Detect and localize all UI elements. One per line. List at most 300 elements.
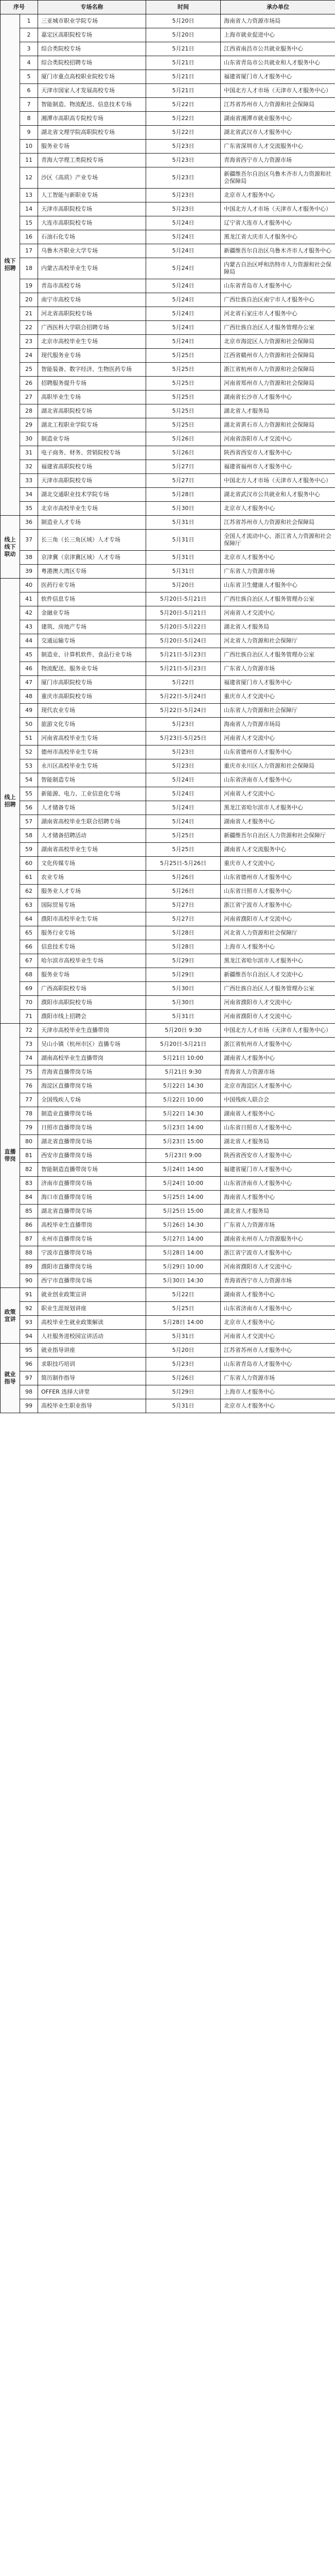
row-number: 41 — [20, 592, 38, 606]
organizer: 湖南省人才服务中心 — [221, 1052, 335, 1065]
table-row — [1, 216, 335, 230]
event-name: 湖南高校毕业生直播带岗 — [38, 1052, 146, 1065]
organizer: 中国北方人才市场（天津市人才服务中心） — [221, 474, 335, 488]
row-number: 35 — [20, 502, 38, 516]
row-number: 71 — [20, 1010, 38, 1024]
event-name: 新能源、电力、工业信息化专场 — [38, 787, 146, 801]
organizer: 广东省人力资源市场 — [221, 662, 335, 676]
organizer: 山东省日照市人才服务中心 — [221, 885, 335, 899]
table-row — [1, 530, 335, 551]
event-time: 5月22日-5月24日 — [146, 704, 221, 718]
table-row — [1, 230, 335, 244]
row-number: 32 — [20, 460, 38, 474]
event-name: 软件信息专场 — [38, 592, 146, 606]
organizer: 湖北省人才服务局 — [221, 1205, 335, 1218]
table-row — [1, 690, 335, 704]
event-name: 综合类院校专场 — [38, 42, 146, 56]
table-row — [1, 1399, 335, 1413]
event-name: 西宁市直播带岗专场 — [38, 1274, 146, 1288]
event-name: 宁波市直播带岗专场 — [38, 1246, 146, 1260]
table-row — [1, 418, 335, 432]
row-number: 16 — [20, 230, 38, 244]
row-number: 51 — [20, 732, 38, 745]
table-row — [1, 1107, 335, 1121]
table-row — [1, 996, 335, 1010]
event-name: 人才储备专场 — [38, 801, 146, 815]
event-time: 5月24日 — [146, 279, 221, 293]
table-row — [1, 829, 335, 843]
table-row — [1, 982, 335, 996]
row-number: 53 — [20, 759, 38, 773]
event-time: 5月21日 10:00 — [146, 1052, 221, 1065]
event-name: 海淀区直播带岗专场 — [38, 1079, 146, 1093]
event-time: 5月29日 10:00 — [146, 1260, 221, 1274]
organizer: 黑龙江省大庆市人才服务中心 — [221, 230, 335, 244]
organizer: 湖北省武汉市人才服务中心 — [221, 126, 335, 140]
table-row — [1, 391, 335, 404]
event-name: 交通运输专场 — [38, 634, 146, 648]
event-name: 高校毕业生直播带岗 — [38, 1218, 146, 1232]
row-number: 26 — [20, 377, 38, 391]
table-row — [1, 258, 335, 279]
organizer: 湖北省人才服务局 — [221, 1135, 335, 1149]
event-name: 农业专场 — [38, 871, 146, 885]
organizer: 河南省人才交流中心 — [221, 787, 335, 801]
row-number: 87 — [20, 1232, 38, 1246]
row-number: 22 — [20, 321, 38, 335]
event-name: 广西医科大学联合招聘专场 — [38, 321, 146, 335]
event-time: 5月25日 15:00 — [146, 1205, 221, 1218]
row-number: 60 — [20, 857, 38, 871]
table-row — [1, 1218, 335, 1232]
event-name: 濮阳市高校毕业生专场 — [38, 912, 146, 926]
row-number: 69 — [20, 982, 38, 996]
organizer: 广东省深圳市人才交流服务中心 — [221, 140, 335, 154]
row-number: 63 — [20, 899, 38, 912]
event-time: 5月25日 14:00 — [146, 1191, 221, 1205]
table-row — [1, 56, 335, 70]
row-number: 99 — [20, 1399, 38, 1413]
event-time: 5月25日 — [146, 418, 221, 432]
table-row — [1, 579, 335, 592]
row-number: 98 — [20, 1385, 38, 1399]
organizer: 河南省人才交流中心 — [221, 732, 335, 745]
table-row — [1, 307, 335, 321]
event-name: 人工智能与新职业专场 — [38, 189, 146, 202]
table-row — [1, 759, 335, 773]
event-time: 5月22日 10:00 — [146, 1093, 221, 1107]
event-time: 5月23日 — [146, 745, 221, 759]
organizer: 广西壮族自治区人才服务管理办公室 — [221, 982, 335, 996]
event-name: 智能装备、数字经济、生物医药专场 — [38, 363, 146, 377]
event-time: 5月29日 — [146, 968, 221, 982]
header-seq: 序号 — [1, 1, 38, 14]
section-category: 线下招聘 — [1, 14, 20, 516]
table-row — [1, 940, 335, 954]
event-time: 5月22日 14:30 — [146, 1079, 221, 1093]
event-time: 5月22日 14:30 — [146, 1107, 221, 1121]
event-time: 5月25日 — [146, 1302, 221, 1316]
row-number: 72 — [20, 1024, 38, 1038]
event-name: OFFER 选择大讲堂 — [38, 1385, 146, 1399]
organizer: 福建省厦门市人才服务中心 — [221, 1163, 335, 1177]
section-category: 就业指导 — [1, 1344, 20, 1413]
row-number: 65 — [20, 926, 38, 940]
organizer: 广西壮族自治区南宁市人才服务中心 — [221, 293, 335, 307]
organizer: 江苏省苏州市人才服务中心 — [221, 1344, 335, 1358]
organizer: 湖北省人才服务局 — [221, 404, 335, 418]
row-number: 74 — [20, 1052, 38, 1065]
event-time: 5月25日 — [146, 349, 221, 363]
organizer: 陕西省西安市人才服务中心 — [221, 1149, 335, 1163]
organizer: 山东省青岛市人才服务中心 — [221, 1358, 335, 1371]
event-name: 北京市高校毕业生专场 — [38, 502, 146, 516]
event-time: 5月24日 — [146, 244, 221, 258]
organizer: 青海省人力资源市场 — [221, 1065, 335, 1079]
row-number: 17 — [20, 244, 38, 258]
table-row — [1, 432, 335, 446]
row-number: 79 — [20, 1121, 38, 1135]
event-name: 现代服务业专场 — [38, 349, 146, 363]
event-time: 5月27日 — [146, 460, 221, 474]
event-name: 德州市高校毕业生专场 — [38, 745, 146, 759]
event-name: 湖北省直播带岗专场 — [38, 1205, 146, 1218]
event-time: 5月21日 — [146, 70, 221, 84]
event-time: 5月21日 9:30 — [146, 1065, 221, 1079]
organizer: 江苏省苏州市人力资源和社会保障局 — [221, 516, 335, 530]
event-time: 5月22日 — [146, 676, 221, 690]
header-org: 承办单位 — [221, 1, 335, 14]
event-time: 5月21日-5月23日 — [146, 662, 221, 676]
event-name: 天津市国家人才发展高校专场 — [38, 84, 146, 98]
row-number: 66 — [20, 940, 38, 954]
row-number: 33 — [20, 474, 38, 488]
table-row — [1, 1246, 335, 1260]
event-name: 高职毕业生专场 — [38, 391, 146, 404]
table-row — [1, 293, 335, 307]
event-time: 5月21日 — [146, 42, 221, 56]
organizer: 广西壮族自治区人才服务管理办公室 — [221, 321, 335, 335]
organizer: 山东省青岛市人才服务中心 — [221, 279, 335, 293]
table-header-row — [1, 1, 335, 14]
organizer: 新疆维吾尔自治区人力资源和社会保障厅 — [221, 829, 335, 843]
event-name: 重庆市高职院校专场 — [38, 690, 146, 704]
event-name: 湖北工程职业学院专场 — [38, 418, 146, 432]
event-time: 5月21日 — [146, 84, 221, 98]
table-row — [1, 885, 335, 899]
event-time: 5月23日 — [146, 202, 221, 216]
event-time: 5月20日 — [146, 579, 221, 592]
event-name: 濮阳市直播带岗专场 — [38, 1260, 146, 1274]
row-number: 18 — [20, 258, 38, 279]
organizer: 中国北方人才市场（天津市人才服务中心） — [221, 84, 335, 98]
event-time: 5月24日 — [146, 216, 221, 230]
organizer: 广东省人力资源市场 — [221, 1371, 335, 1385]
event-time: 5月23日 — [146, 718, 221, 732]
organizer: 新疆维吾尔自治区乌鲁木齐市人才服务中心 — [221, 244, 335, 258]
organizer: 广东省人力资源市场 — [221, 1218, 335, 1232]
event-time: 5月24日 — [146, 815, 221, 829]
event-name: 旅游文化专场 — [38, 718, 146, 732]
event-time: 5月23日 14:00 — [146, 1121, 221, 1135]
table-row — [1, 189, 335, 202]
row-number: 3 — [20, 42, 38, 56]
event-name: 湖南省高校毕业生专场 — [38, 843, 146, 857]
table-row — [1, 1274, 335, 1288]
header-time: 时间 — [146, 1, 221, 14]
organizer: 海南省人才服务中心 — [221, 1191, 335, 1205]
event-time: 5月27日 14:00 — [146, 1232, 221, 1246]
event-time: 5月31日 — [146, 516, 221, 530]
event-time: 5月31日 — [146, 530, 221, 551]
event-name: 内蒙古高校毕业生专场 — [38, 258, 146, 279]
event-name: 医药行业专场 — [38, 579, 146, 592]
event-name: 河南省高校毕业生专场 — [38, 732, 146, 745]
table-row — [1, 14, 335, 28]
organizer: 中国北方人才市场（天津市人才服务中心） — [221, 202, 335, 216]
organizer: 广西壮族自治区人才服务管理办公室 — [221, 592, 335, 606]
organizer: 浙江省杭州市人才服务中心 — [221, 1038, 335, 1052]
row-number: 68 — [20, 968, 38, 982]
table-row — [1, 843, 335, 857]
row-number: 56 — [20, 801, 38, 815]
event-name: 三亚城市职业学院专场 — [38, 14, 146, 28]
table-row — [1, 1135, 335, 1149]
table-row — [1, 1121, 335, 1135]
organizer: 山东省德州市人才服务中心 — [221, 871, 335, 885]
event-name: 智能制造专场 — [38, 773, 146, 787]
event-time: 5月30日 — [146, 982, 221, 996]
event-time: 5月21日-5月23日 — [146, 648, 221, 662]
row-number: 90 — [20, 1274, 38, 1288]
event-time: 5月24日 — [146, 787, 221, 801]
table-row — [1, 488, 335, 502]
event-name: 服务业专场 — [38, 968, 146, 982]
organizer: 新疆维吾尔自治区乌鲁木齐市人力资源和社会保障局 — [221, 167, 335, 189]
table-row — [1, 912, 335, 926]
table-row — [1, 704, 335, 718]
event-name: 建筑、房地产专场 — [38, 620, 146, 634]
event-name: 就业指导讲座 — [38, 1344, 146, 1358]
row-number: 36 — [20, 516, 38, 530]
event-time: 5月24日 — [146, 321, 221, 335]
event-time: 5月22日 — [146, 112, 221, 126]
event-time: 5月29日 — [146, 1385, 221, 1399]
event-name: 日照市直播带岗专场 — [38, 1121, 146, 1135]
organizer: 海南省人力资源市场局 — [221, 14, 335, 28]
table-row — [1, 1232, 335, 1246]
event-time: 5月26日 14:30 — [146, 1218, 221, 1232]
organizer: 广东省人力资源市场 — [221, 565, 335, 579]
row-number: 9 — [20, 126, 38, 140]
event-time: 5月24日 10:00 — [146, 1177, 221, 1191]
row-number: 50 — [20, 718, 38, 732]
table-row — [1, 857, 335, 871]
table-row — [1, 801, 335, 815]
event-time: 5月23日 — [146, 140, 221, 154]
table-row — [1, 620, 335, 634]
row-number: 43 — [20, 620, 38, 634]
row-number: 82 — [20, 1163, 38, 1177]
organizer: 江西省南昌市公共就业服务中心 — [221, 42, 335, 56]
event-time: 5月29日 — [146, 954, 221, 968]
row-number: 59 — [20, 843, 38, 857]
event-name: 物流配送、服务业专场 — [38, 662, 146, 676]
event-name: 湖南省高校毕业生联合招聘专场 — [38, 815, 146, 829]
table-row — [1, 363, 335, 377]
table-row — [1, 1149, 335, 1163]
organizer: 江西省赣州市人力资源和社会保障局 — [221, 349, 335, 363]
row-number: 46 — [20, 662, 38, 676]
table-row — [1, 1065, 335, 1079]
event-time: 5月28日 14:00 — [146, 1316, 221, 1330]
row-number: 49 — [20, 704, 38, 718]
row-number: 14 — [20, 202, 38, 216]
table-row — [1, 899, 335, 912]
organizer: 河南省人才交流中心 — [221, 606, 335, 620]
row-number: 47 — [20, 676, 38, 690]
row-number: 80 — [20, 1135, 38, 1149]
row-number: 88 — [20, 1246, 38, 1260]
row-number: 8 — [20, 112, 38, 126]
organizer: 中国北方人才市场（天津市人才服务中心） — [221, 1024, 335, 1038]
row-number: 29 — [20, 418, 38, 432]
event-name: 京津冀（京津冀区域）人才专场 — [38, 551, 146, 565]
event-name: 西安市直播带岗专场 — [38, 1149, 146, 1163]
event-time: 5月26日 — [146, 432, 221, 446]
event-time: 5月23日-5月25日 — [146, 732, 221, 745]
table-row — [1, 98, 335, 112]
table-row — [1, 279, 335, 293]
row-number: 20 — [20, 293, 38, 307]
organizer: 江苏省苏州市人力资源和社会保障局 — [221, 98, 335, 112]
table-row — [1, 1191, 335, 1205]
row-number: 85 — [20, 1205, 38, 1218]
event-time: 5月22日 — [146, 98, 221, 112]
event-time: 5月23日 — [146, 1358, 221, 1371]
event-name: 北京市高校毕业生专场 — [38, 335, 146, 349]
organizer: 湖南省长沙市人才服务中心 — [221, 391, 335, 404]
row-number: 73 — [20, 1038, 38, 1052]
event-time: 5月23日 — [146, 759, 221, 773]
organizer: 北京市人才服务中心 — [221, 551, 335, 565]
table-row — [1, 1344, 335, 1358]
organizer: 福建省厦门市人才服务中心 — [221, 70, 335, 84]
organizer: 北京市海淀区人力资源和社会保障局 — [221, 335, 335, 349]
organizer: 黑龙江省哈尔滨市人才服务中心 — [221, 954, 335, 968]
row-number: 28 — [20, 404, 38, 418]
event-time: 5月24日 — [146, 293, 221, 307]
event-name: 濮阳市高职院校专场 — [38, 996, 146, 1010]
organizer: 上海市人才服务中心 — [221, 1385, 335, 1399]
row-number: 83 — [20, 1177, 38, 1191]
table-row — [1, 167, 335, 189]
table-row — [1, 1163, 335, 1177]
event-name: 厦门市高职院校专场 — [38, 676, 146, 690]
organizer: 重庆市人才交流中心 — [221, 857, 335, 871]
table-row — [1, 773, 335, 787]
event-time: 5月31日 — [146, 1330, 221, 1344]
row-number: 25 — [20, 363, 38, 377]
event-time: 5月22日 — [146, 1288, 221, 1302]
table-row — [1, 606, 335, 620]
event-time: 5月30日 — [146, 502, 221, 516]
event-name: 河北省高职院校专场 — [38, 307, 146, 321]
table-row — [1, 1358, 335, 1371]
event-name: 简历制作指导 — [38, 1371, 146, 1385]
event-name: 金融业专场 — [38, 606, 146, 620]
row-number: 39 — [20, 565, 38, 579]
row-number: 5 — [20, 70, 38, 84]
event-name: 制造业、计算机软件、食品行业专场 — [38, 648, 146, 662]
event-time: 5月20日-5月21日 — [146, 606, 221, 620]
row-number: 42 — [20, 606, 38, 620]
organizer: 北京市人才服务中心 — [221, 189, 335, 202]
organizer: 浙江省宁波市人才服务中心 — [221, 1246, 335, 1260]
event-name: 服务业人才专场 — [38, 885, 146, 899]
event-name: 天津市高职院校专场 — [38, 474, 146, 488]
table-row — [1, 502, 335, 516]
event-name: 哈尔滨市高校毕业生专场 — [38, 954, 146, 968]
event-time: 5月27日 — [146, 899, 221, 912]
row-number: 45 — [20, 648, 38, 662]
table-row — [1, 335, 335, 349]
row-number: 4 — [20, 56, 38, 70]
organizer: 河南省濮阳市人才交流中心 — [221, 1010, 335, 1024]
event-name: 天津市高校毕业生直播带岗 — [38, 1024, 146, 1038]
organizer: 河北省人力资源和社会保障厅 — [221, 634, 335, 648]
event-time: 5月20日-5月22日 — [146, 620, 221, 634]
event-name: 电子商务、财务、营销院校专场 — [38, 446, 146, 460]
row-number: 6 — [20, 84, 38, 98]
table-row — [1, 126, 335, 140]
event-name: 大连市高职院校专场 — [38, 216, 146, 230]
table-row — [1, 954, 335, 968]
row-number: 52 — [20, 745, 38, 759]
event-time: 5月24日 — [146, 335, 221, 349]
event-name: 青海大学理工类院校专场 — [38, 154, 146, 167]
organizer: 山东省济南市人才服务中心 — [221, 773, 335, 787]
row-number: 96 — [20, 1358, 38, 1371]
organizer: 河南省濮阳市人才交流中心 — [221, 996, 335, 1010]
table-row — [1, 592, 335, 606]
event-name: 广西高职院校专场 — [38, 982, 146, 996]
organizer: 湖南省人才服务中心 — [221, 1288, 335, 1302]
section-category: 直播带岗 — [1, 1024, 20, 1288]
event-time: 5月24日 — [146, 307, 221, 321]
event-time: 5月20日 — [146, 14, 221, 28]
row-number: 11 — [20, 154, 38, 167]
event-name: 济南市直播带岗专场 — [38, 1177, 146, 1191]
table-row — [1, 1093, 335, 1107]
event-time: 5月25日 — [146, 829, 221, 843]
organizer: 辽宁省大连市人才服务中心 — [221, 216, 335, 230]
organizer: 重庆市永川区人力资源和社会保障局 — [221, 759, 335, 773]
organizer: 青海省西宁市人力资源市场 — [221, 1274, 335, 1288]
event-time: 5月20日-5月21日 — [146, 1038, 221, 1052]
event-name: 永川区高校毕业生专场 — [38, 759, 146, 773]
header-name: 专场名称 — [38, 1, 146, 14]
organizer: 中国残疾人联合会 — [221, 1093, 335, 1107]
event-time: 5月25日 — [146, 377, 221, 391]
row-number: 77 — [20, 1093, 38, 1107]
table-row — [1, 516, 335, 530]
table-row — [1, 1385, 335, 1399]
section-category: 线上线下联动 — [1, 516, 20, 579]
event-time: 5月26日 — [146, 1371, 221, 1385]
table-row — [1, 112, 335, 126]
event-name: 人才储备招聘活动 — [38, 829, 146, 843]
